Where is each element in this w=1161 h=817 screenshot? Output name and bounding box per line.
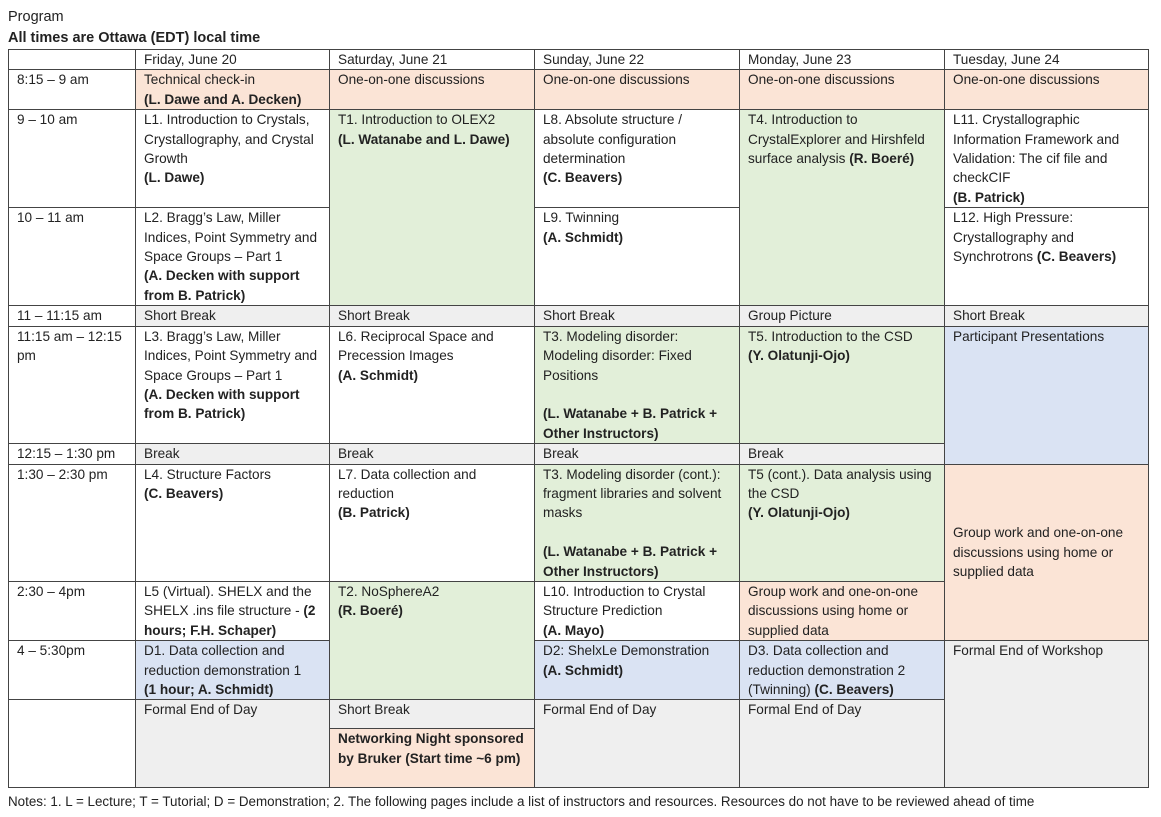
session-title: T4. Introduction to CrystalExplorer and Hirshfeld surface analysis [748, 112, 925, 167]
session-cell [330, 110, 535, 306]
break-cell: Short Break [136, 306, 330, 326]
break-cell: Short Break [945, 306, 1149, 326]
session-cell [136, 581, 330, 640]
time-label: 9 – 10 am [9, 110, 136, 208]
session-title: One-on-one discussions [543, 72, 690, 88]
session-presenter: (C. Beavers) [1036, 249, 1117, 265]
session-title: Formal End of Workshop [953, 643, 1104, 659]
session-title: T5 (cont.). Data analysis using the CSD [748, 466, 932, 501]
session-cell [136, 208, 330, 306]
session-title: T3. Modeling disorder: Modeling disorder: Fixed Positions [543, 328, 692, 383]
break-cell: Break [535, 444, 740, 464]
session-presenter: (A. Schmidt) [338, 367, 419, 383]
session-cell [330, 464, 535, 581]
session-cell: Formal End of Day [535, 700, 740, 788]
row-10 [9, 208, 1149, 306]
session-cell [535, 641, 740, 700]
session-cell [945, 464, 1149, 641]
session-presenter: (1 hour; A. Schmidt) [144, 682, 274, 697]
break-cell: Short Break [535, 306, 740, 326]
day-header-monday: Monday, June 23 [740, 50, 945, 70]
session-presenter: (L. Dawe) [144, 170, 205, 186]
session-presenter: (A. Decken with support from B. Patrick) [144, 268, 300, 303]
session-title: Technical check-in [144, 72, 256, 88]
session-cell [535, 208, 740, 306]
time-label: 11:15 am – 12:15 pm [9, 326, 136, 443]
session-cell [330, 581, 535, 699]
session-cell: Formal End of Day [136, 700, 330, 788]
session-cell: Formal End of Day [740, 700, 945, 788]
session-title: L1. Introduction to Crystals, Crystallography, and Crystal Growth [144, 112, 314, 167]
break-cell: Break [330, 444, 535, 464]
time-zone-note: All times are Ottawa (EDT) local time [8, 30, 261, 46]
break-cell: Short Break [330, 306, 535, 326]
session-presenter: (B. Patrick) [953, 189, 1025, 205]
session-title: T5. Introduction to the CSD [748, 328, 913, 344]
time-label: 4 – 5:30pm [9, 641, 136, 700]
session-presenter: (L. Watanabe and L. Dawe) [338, 131, 510, 147]
session-presenter: (A. Decken with support from B. Patrick) [144, 386, 300, 422]
session-presenter: (C. Beavers) [543, 170, 623, 186]
session-title: T2. NoSphereA2 [338, 583, 440, 599]
networking-cell [330, 729, 535, 788]
day-header-tuesday: Tuesday, June 24 [945, 50, 1149, 70]
session-cell [945, 110, 1149, 208]
session-presenter: (C. Beavers) [814, 682, 894, 697]
session-title: L5 (Virtual). SHELX and the SHELX .ins file structure - [144, 583, 312, 619]
session-presenter: (A. Mayo) [543, 622, 605, 638]
session-cell [330, 70, 535, 110]
session-presenter: (Y. Olatunji-Ojo) [748, 348, 850, 364]
time-header-cell [9, 50, 136, 70]
session-cell [136, 70, 330, 110]
session-title: L8. Absolute structure / absolute configuration determination [543, 112, 683, 167]
break-cell: Break [740, 444, 945, 464]
session-cell [740, 641, 945, 700]
day-header-saturday: Saturday, June 21 [330, 50, 535, 70]
session-presenter: (C. Beavers) [144, 485, 224, 501]
day-header-friday: Friday, June 20 [136, 50, 330, 70]
session-cell [945, 641, 1149, 788]
session-cell [330, 326, 535, 443]
session-title: L6. Reciprocal Space and Precession Images [338, 328, 494, 364]
session-title: L9. Twinning [543, 210, 620, 226]
row-1115 [9, 326, 1149, 443]
session-cell [740, 70, 945, 110]
session-title: D1. Data collection and reduction demonstration 1 [144, 643, 302, 678]
session-presenter: (R. Boeré) [338, 603, 403, 619]
time-label: 8:15 – 9 am [9, 70, 136, 110]
time-label: 2:30 – 4pm [9, 581, 136, 640]
program-table [8, 49, 1149, 788]
session-title: Group work and one-on-one discussions using home or supplied data [953, 525, 1124, 580]
session-cell [945, 70, 1149, 110]
session-presenter: (L. Dawe and A. Decken) [144, 91, 302, 107]
session-presenter: (L. Watanabe + B. Patrick + Other Instructors) [543, 544, 718, 579]
session-title: L11. Crystallographic Information Framework and Validation: The cif file and checkCIF [953, 112, 1120, 186]
row-9 [9, 110, 1149, 208]
session-cell [945, 326, 1149, 464]
time-label: 11 – 11:15 am [9, 306, 136, 326]
time-label: 10 – 11 am [9, 208, 136, 306]
session-presenter: (B. Patrick) [338, 505, 410, 521]
session-cell [136, 641, 330, 700]
session-cell [535, 581, 740, 640]
session-presenter: (L. Watanabe + B. Patrick + Other Instructors) [543, 406, 718, 441]
session-cell [535, 70, 740, 110]
session-cell [945, 208, 1149, 306]
session-cell [535, 464, 740, 581]
session-cell [136, 464, 330, 581]
session-title: L4. Structure Factors [144, 466, 271, 482]
session-cell [740, 464, 945, 581]
row-11 [9, 306, 1149, 326]
session-title: L12. High Pressure: Crystallography and Synchrotrons [953, 210, 1074, 265]
header-row [9, 50, 1149, 70]
session-cell [136, 110, 330, 208]
session-title: Participant Presentations [953, 328, 1105, 344]
session-presenter: (A. Schmidt) [543, 229, 624, 245]
day-header-sunday: Sunday, June 22 [535, 50, 740, 70]
session-title: One-on-one discussions [338, 72, 485, 88]
row-130 [9, 464, 1149, 581]
session-title: L3. Bragg’s Law, Miller Indices, Point Symmetry and Space Groups – Part 1 [144, 328, 318, 383]
session-title: One-on-one discussions [748, 72, 895, 88]
session-presenter: (Y. Olatunji-Ojo) [748, 505, 850, 521]
session-title: L7. Data collection and reduction [338, 466, 477, 501]
session-cell [535, 326, 740, 443]
session-cell [740, 581, 945, 640]
row-815 [9, 70, 1149, 110]
networking-night: Networking Night sponsored by Bruker (Start time ~6 pm) [338, 731, 524, 766]
session-title: One-on-one discussions [953, 72, 1100, 88]
session-title: T3. Modeling disorder (cont.): fragment libraries and solvent masks [543, 466, 722, 521]
session-title: T1. Introduction to OLEX2 [338, 112, 496, 128]
time-label: 12:15 – 1:30 pm [9, 444, 136, 464]
session-title: D3. Data collection and reduction demonstration 2 (Twinning) [748, 643, 906, 697]
session-title: L10. Introduction to Crystal Structure Prediction [543, 583, 706, 619]
session-cell [740, 110, 945, 306]
session-title: L2. Bragg’s Law, Miller Indices, Point Symmetry and Space Groups – Part 1 [144, 210, 318, 265]
time-label [9, 700, 136, 788]
session-cell [136, 326, 330, 443]
break-cell: Break [136, 444, 330, 464]
session-title: Group work and one-on-one discussions using home or supplied data [748, 583, 919, 638]
session-presenter: (2 hours; F.H. Schaper) [144, 603, 316, 638]
session-presenter: (R. Boeré) [849, 151, 915, 167]
session-presenter: (A. Schmidt) [543, 662, 624, 678]
session-title: D2: ShelxLe Demonstration [543, 643, 710, 659]
time-label: 1:30 – 2:30 pm [9, 464, 136, 581]
session-cell [535, 110, 740, 208]
row-4 [9, 641, 1149, 700]
notes-footer: Notes: 1. L = Lecture; T = Tutorial; D = Demonstration; 2. The following pages include a list of instructors and resources. Resources do not have to be reviewed ahead of time [8, 794, 1035, 809]
break-cell: Group Picture [740, 306, 945, 326]
session-cell [740, 326, 945, 443]
break-cell: Short Break [330, 700, 535, 729]
page-heading: Program [8, 9, 64, 25]
